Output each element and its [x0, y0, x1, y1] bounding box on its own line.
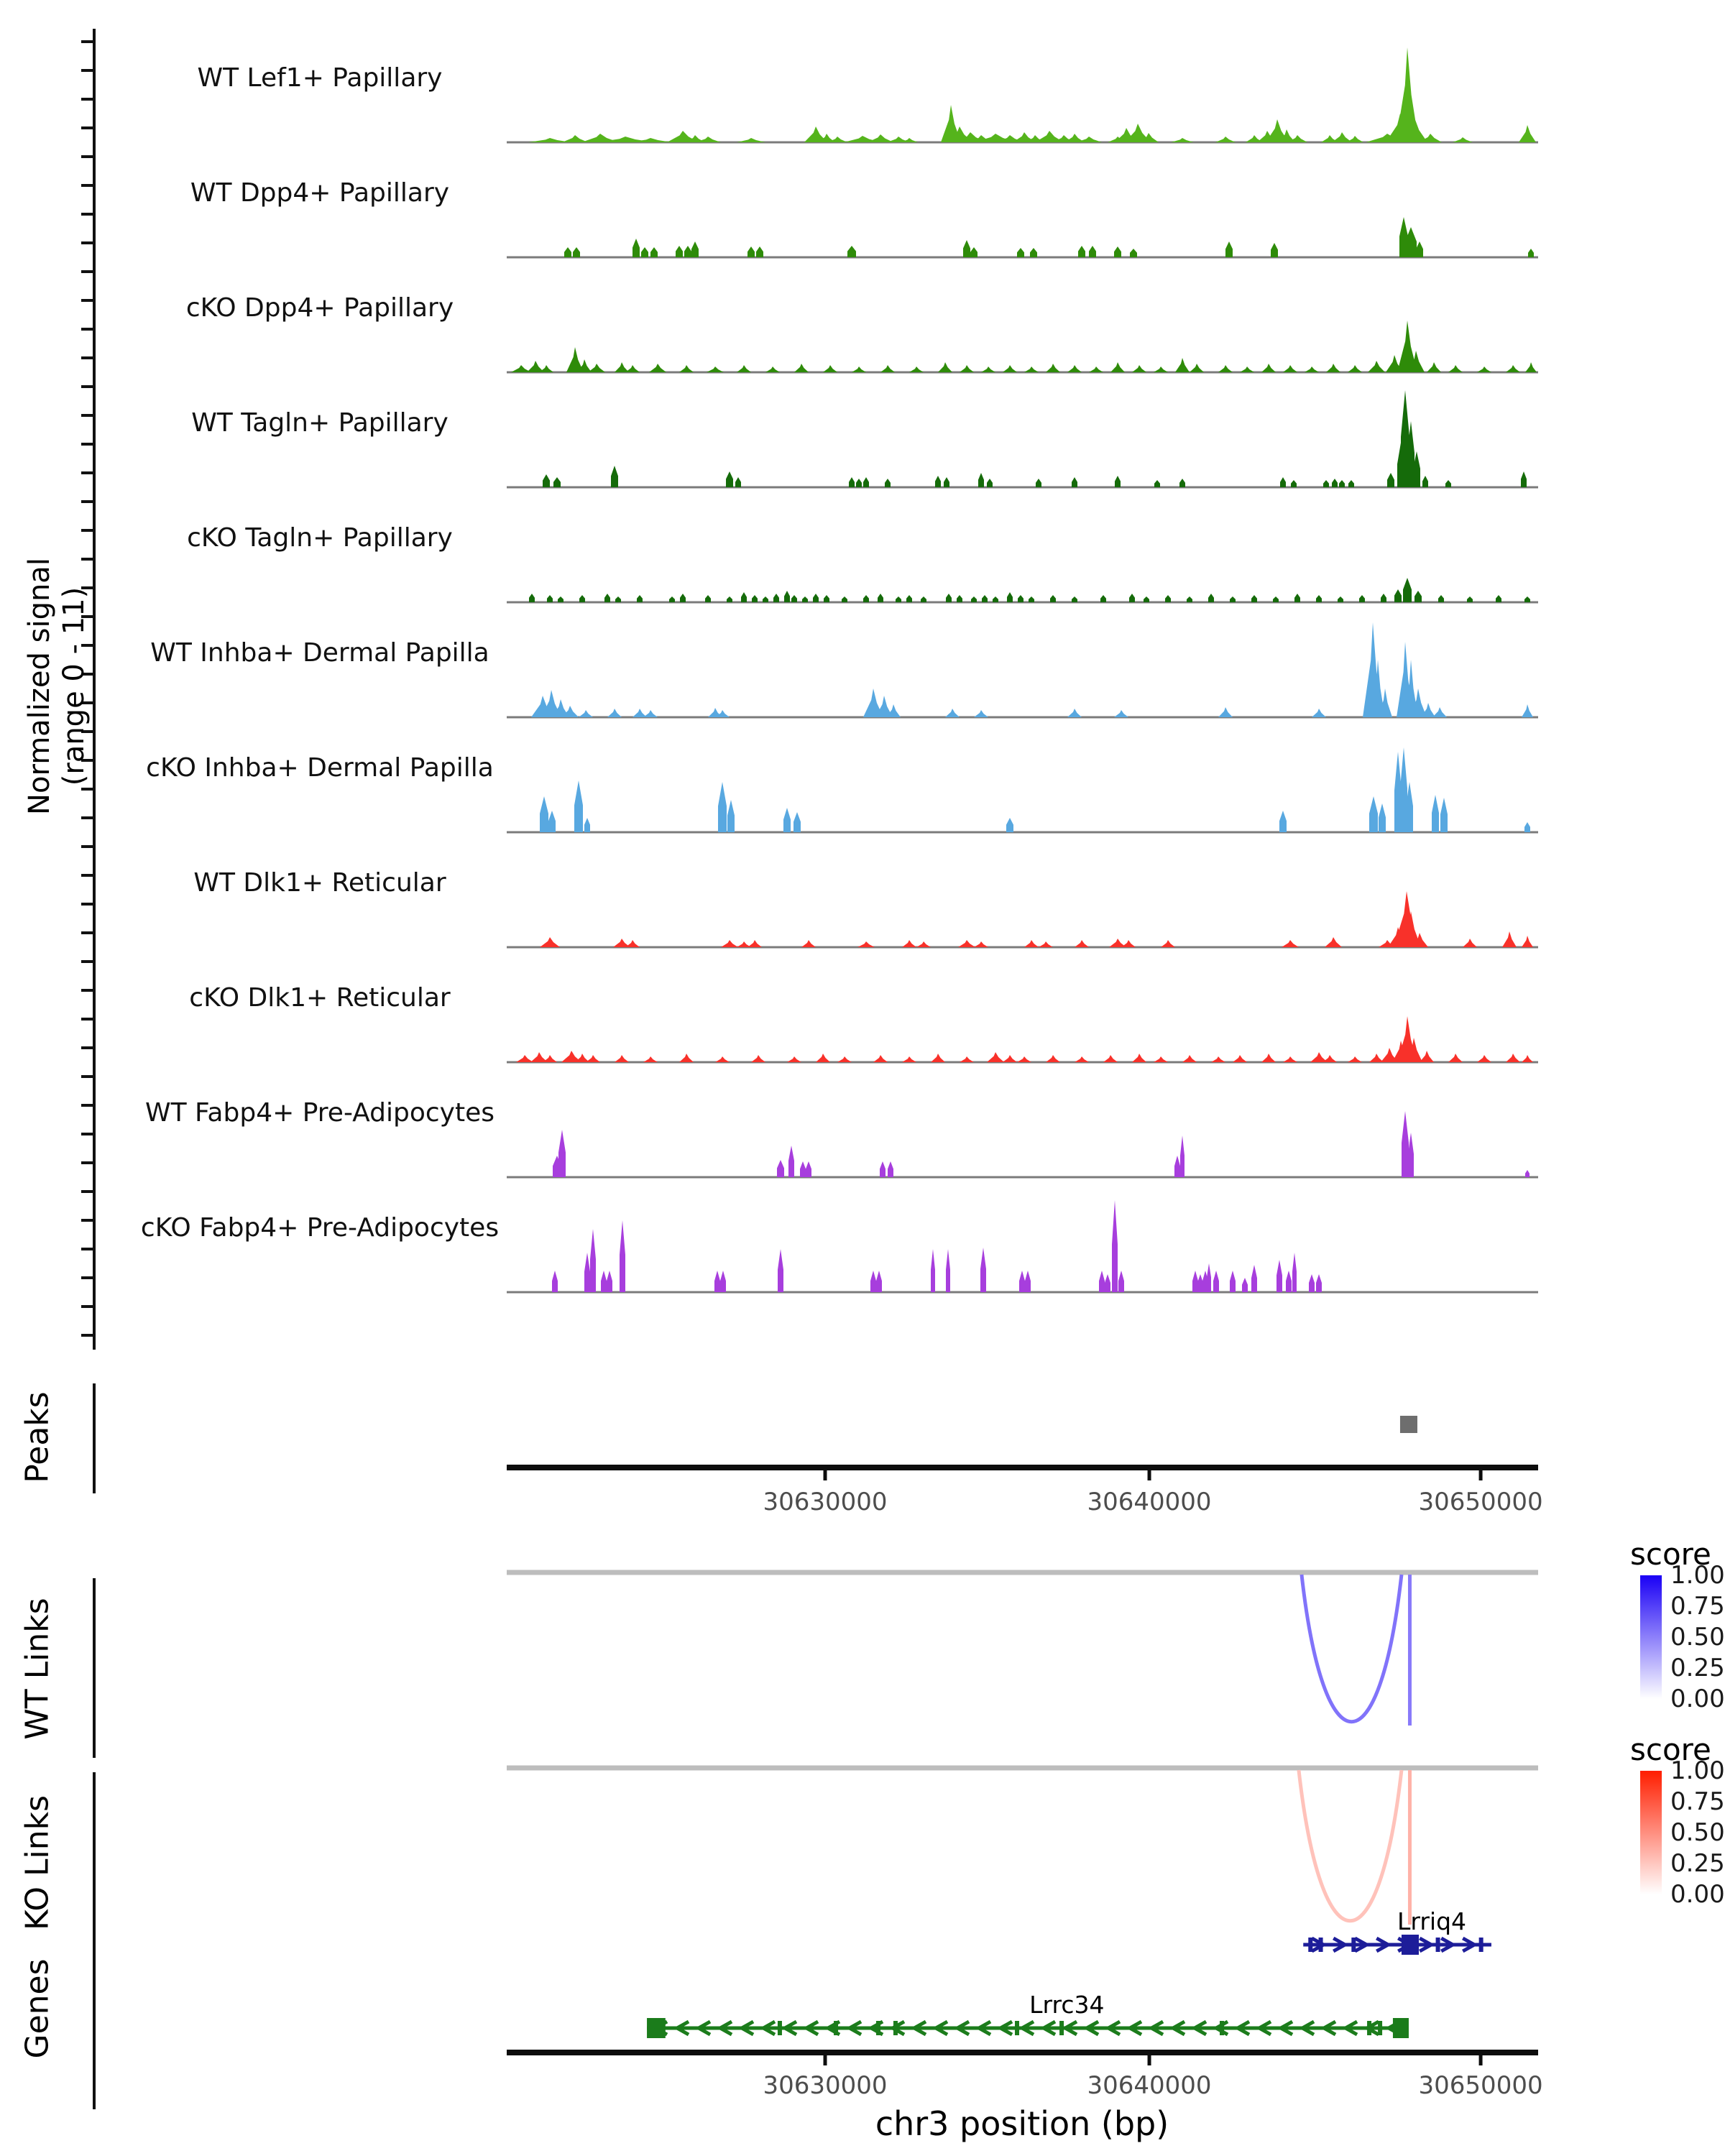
gene-exon-tick — [834, 2021, 838, 2035]
track-label: cKO Tagln+ Papillary — [187, 523, 453, 553]
gene-exon-tick — [778, 2021, 782, 2035]
ko-links-score-legend-label: 0.75 — [1670, 1787, 1725, 1816]
gene-exon-tick — [1436, 1938, 1440, 1952]
coverage-area — [531, 622, 1533, 717]
wt-links-section-label: WT Links — [19, 1598, 56, 1740]
ko-links-link-arc — [1299, 1770, 1402, 1921]
genome-axis-tick-label: 30650000 — [1418, 2071, 1543, 2100]
gene-exon-tick — [1378, 2021, 1382, 2035]
coverage-area — [529, 578, 1530, 602]
gene-exon-tick — [1319, 1938, 1323, 1952]
gene-exon-tick — [1220, 2021, 1224, 2035]
ko-links-score-legend-label: 0.50 — [1670, 1818, 1725, 1847]
coverage-area — [540, 891, 1533, 947]
gene-name-label: Lrriq4 — [1397, 1907, 1467, 1935]
ko-score-legend-title: score — [1630, 1732, 1711, 1767]
y-axis-label-line1: Normalized signal — [23, 558, 56, 815]
track-label: WT Inhba+ Dermal Papilla — [150, 638, 489, 668]
track-label: cKO Inhba+ Dermal Papilla — [146, 753, 494, 783]
gene-exon-box — [1402, 1935, 1419, 1955]
gene-exon-tick — [1479, 1938, 1484, 1952]
coverage-area — [552, 1200, 1322, 1292]
wt-links-link-arc — [1302, 1575, 1402, 1722]
gene-exon-box — [647, 2018, 666, 2038]
coverage-area — [511, 321, 1537, 372]
ko-links-score-legend-label: 0.00 — [1670, 1880, 1725, 1909]
wt-links-score-legend-label: 0.00 — [1670, 1685, 1725, 1713]
track-label: WT Dpp4+ Papillary — [190, 178, 450, 208]
gene-exon-tick — [1351, 1938, 1356, 1952]
wt-links-score-legend-label: 0.50 — [1670, 1623, 1725, 1651]
genes-section-label: Genes — [19, 1958, 56, 2059]
wt-links-score-gradient — [1640, 1575, 1662, 1699]
wt-links-score-legend-label: 1.00 — [1670, 1561, 1725, 1590]
gene-exon-tick — [1015, 2021, 1019, 2035]
coverage-area — [543, 390, 1527, 487]
coverage-area — [516, 1016, 1533, 1062]
coverage-area — [553, 1111, 1530, 1177]
gene-exon-tick — [876, 2021, 880, 2035]
ko-links-score-legend-label: 1.00 — [1670, 1756, 1725, 1785]
wt-score-legend-title: score — [1630, 1537, 1711, 1572]
wt-links-score-legend-label: 0.75 — [1670, 1592, 1725, 1621]
peaks-section-label: Peaks — [19, 1391, 56, 1483]
track-label: WT Tagln+ Papillary — [191, 408, 448, 438]
genome-axis-tick-label: 30630000 — [763, 2071, 888, 2100]
ko-links-score-legend-label: 0.25 — [1670, 1849, 1725, 1878]
genome-axis-tick-label: 30650000 — [1418, 1488, 1543, 1516]
gene-exon-box — [1393, 2018, 1409, 2038]
wt-links-score-legend-label: 0.25 — [1670, 1654, 1725, 1682]
gene-exon-tick — [1308, 1938, 1312, 1952]
peak-box — [1400, 1416, 1417, 1433]
ko-links-score-gradient — [1640, 1771, 1662, 1894]
genome-axis-tick-label: 30640000 — [1087, 2071, 1212, 2100]
coverage-area — [564, 217, 1534, 257]
ko-links-section-label: KO Links — [19, 1795, 56, 1931]
gene-name-label: Lrrc34 — [1029, 1991, 1105, 2019]
coverage-area — [540, 747, 1530, 832]
track-label: WT Fabp4+ Pre-Adipocytes — [145, 1098, 494, 1128]
track-label: WT Dlk1+ Reticular — [193, 868, 446, 898]
gene-exon-tick — [1059, 2021, 1064, 2035]
track-label: cKO Fabp4+ Pre-Adipocytes — [140, 1213, 500, 1243]
genome-axis-tick-label: 30630000 — [763, 1488, 888, 1516]
coverage-area — [528, 47, 1536, 142]
x-axis-title: chr3 position (bp) — [875, 2104, 1169, 2143]
track-label: cKO Dpp4+ Papillary — [185, 293, 454, 323]
y-axis-label-line2: (range 0 - 11) — [58, 586, 91, 786]
gene-exon-tick — [893, 2021, 898, 2035]
gene-exon-tick — [1367, 2021, 1371, 2035]
genome-axis-tick-label: 30640000 — [1087, 1488, 1212, 1516]
track-label: cKO Dlk1+ Reticular — [189, 983, 451, 1013]
track-label: WT Lef1+ Papillary — [197, 63, 443, 93]
